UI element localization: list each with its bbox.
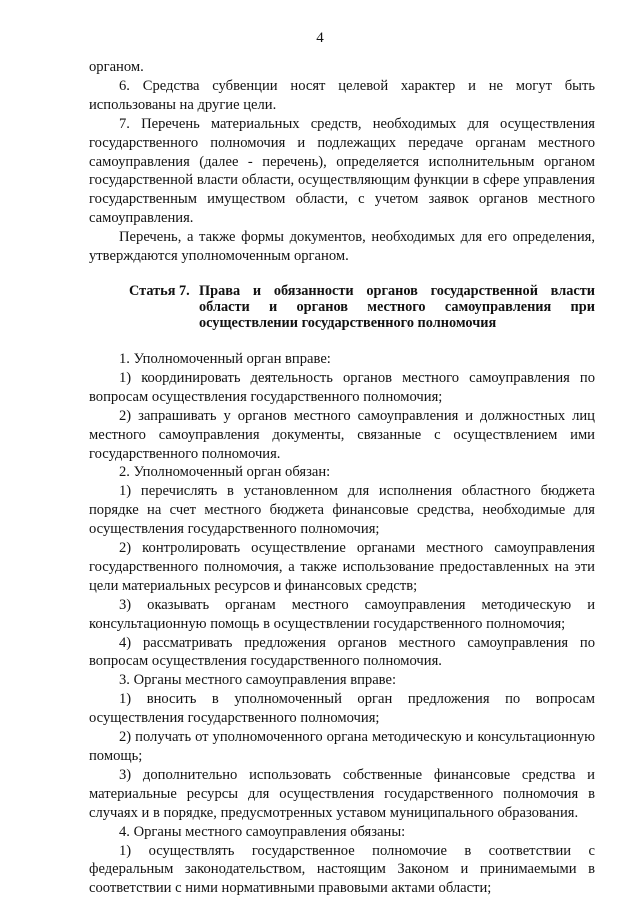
paragraph: 1) осуществлять государственное полномочие в соответствии с федеральным законодательством, настоящим Законом и принимаемыми в соответствии с ними нормативными правовыми актами области;: [89, 842, 595, 897]
paragraph: 2) запрашивать у органов местного самоуправления и должностных лиц местного самоуправления документы, связанные с осуществлением ими государственного полномочия.: [89, 407, 595, 462]
paragraph: 1) перечислять в установленном для исполнения областного бюджета порядке на счет местного бюджета финансовые средства, необходимые для осуществления государственного полномочия;: [89, 483, 595, 538]
paragraph: 2) получать от уполномоченного органа методическую и консультационную помощь;: [89, 729, 595, 764]
article-title: Права и обязанности органов государственной власти области и органов местного самоуправления при осуществлении государственного полномочия: [199, 282, 595, 331]
paragraph: 7. Перечень материальных средств, необходимых для осуществления государственного полномочия и подлежащих передаче органам местного самоуправления (далее - перечень), определяется исполнительным органом государственной власти области, осуществляющим функции в сфере управления государственным имуществом области, с учетом заявок органов местного самоуправления.: [89, 115, 595, 227]
article-label: Статья 7.: [129, 282, 190, 299]
paragraph: 3. Органы местного самоуправления вправе:: [119, 672, 397, 689]
paragraph: Перечень, а также формы документов, необходимых для его определения, утверждаются уполномоченным органом.: [89, 229, 595, 265]
paragraph: 6. Средства субвенции носят целевой характер и не могут быть использованы на другие цели.: [89, 77, 595, 113]
paragraph: 3) дополнительно использовать собственные финансовые средства и материальные ресурсы для осуществления государственного полномочия в случаях и в порядке, предусмотренных уставом муниципального образования.: [89, 766, 595, 821]
paragraph: 3) оказывать органам местного самоуправления методическую и консультационную помощь в осуществлении государственного полномочия;: [89, 596, 595, 632]
paragraph: органом.: [89, 59, 144, 75]
paragraph: 2) контролировать осуществление органами местного самоуправления государственного полномочия, а также использование предоставленных на эти цели материальных ресурсов и финансовых средств;: [89, 540, 595, 594]
paragraph: 4. Органы местного самоуправления обязаны:: [119, 823, 406, 840]
paragraph: 1) вносить в уполномоченный орган предложения по вопросам осуществления государственного полномочия;: [89, 691, 595, 727]
document-body: [89, 58, 595, 898]
page-number: 4: [316, 30, 324, 46]
paragraph: 1) координировать деятельность органов местного самоуправления по вопросам осуществления государственного полномочия;: [89, 369, 595, 405]
paragraphs-after-article: [89, 350, 595, 898]
paragraph: 1. Уполномоченный орган вправе:: [119, 350, 331, 367]
article-heading: [89, 283, 595, 331]
paragraphs-before-article: [89, 58, 595, 266]
paragraph: 2. Уполномоченный орган обязан:: [119, 464, 331, 481]
paragraph: 4) рассматривать предложения органов местного самоуправления по вопросам осуществления государственного полномочия.: [89, 634, 595, 670]
